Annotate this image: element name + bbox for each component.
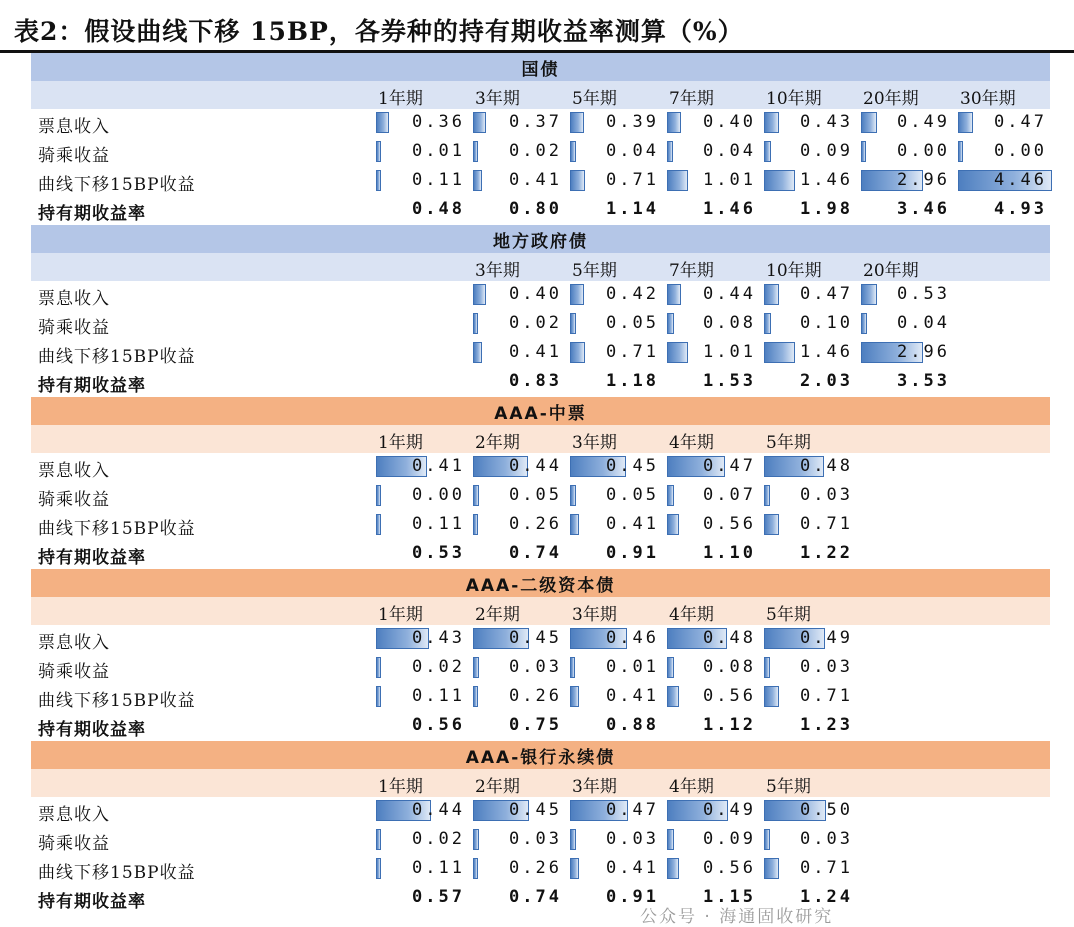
period-label: 2年期 [475, 605, 520, 625]
period-label: 2年期 [475, 433, 520, 453]
cell-value: 2.96 [897, 342, 950, 362]
cell-value: 0.04 [606, 141, 659, 161]
cell-value: 0.00 [994, 141, 1047, 161]
cell-value: 0.26 [509, 686, 562, 706]
row-label: 骑乘收益 [38, 662, 110, 682]
cell-value: 0.44 [412, 800, 465, 820]
cell-value: 1.46 [800, 170, 853, 190]
cell-value: 0.88 [606, 715, 659, 735]
cell-value: 0.48 [800, 456, 853, 476]
row-label: 持有期收益率 [38, 376, 146, 396]
table-section [0, 225, 1074, 397]
cell-value: 0.56 [703, 686, 756, 706]
period-label: 30年期 [960, 89, 1016, 109]
cell-value: 0.02 [509, 141, 562, 161]
cell-value: 0.26 [509, 514, 562, 534]
row-label: 曲线下移15BP收益 [38, 691, 196, 711]
cell-value: 0.43 [800, 112, 853, 132]
cell-value: 0.04 [703, 141, 756, 161]
cell-value: 0.02 [509, 313, 562, 333]
row-label: 票息收入 [38, 289, 110, 309]
cell-value: 1.10 [703, 543, 756, 563]
period-label: 5年期 [766, 433, 811, 453]
period-label: 4年期 [669, 777, 714, 797]
cell-value: 1.98 [800, 199, 853, 219]
section-header: 地方政府债 [31, 225, 1050, 253]
cell-value: 0.49 [703, 800, 756, 820]
cell-value: 0.74 [509, 887, 562, 907]
row-label: 曲线下移15BP收益 [38, 519, 196, 539]
cell-value: 0.91 [606, 543, 659, 563]
cell-value: 0.41 [509, 170, 562, 190]
cell-value: 0.53 [897, 284, 950, 304]
table-row [0, 654, 1074, 683]
cell-value: 0.71 [800, 686, 853, 706]
cell-value: 4.46 [994, 170, 1047, 190]
cell-value: 0.71 [800, 858, 853, 878]
cell-value: 0.45 [509, 628, 562, 648]
cell-value: 0.47 [800, 284, 853, 304]
table-row [0, 167, 1074, 196]
period-label: 1年期 [378, 605, 423, 625]
cell-value: 1.01 [703, 170, 756, 190]
period-label: 5年期 [572, 89, 617, 109]
cell-value: 0.41 [606, 514, 659, 534]
row-label: 持有期收益率 [38, 720, 146, 740]
cell-value: 0.11 [412, 170, 465, 190]
period-label: 2年期 [475, 777, 520, 797]
cell-value: 1.46 [800, 342, 853, 362]
row-label: 骑乘收益 [38, 318, 110, 338]
section-header: AAA-二级资本债 [31, 569, 1050, 597]
period-header-row [31, 81, 1050, 109]
cell-value: 0.09 [800, 141, 853, 161]
cell-value: 1.15 [703, 887, 756, 907]
cell-value: 0.42 [606, 284, 659, 304]
cell-value: 1.24 [800, 887, 853, 907]
row-label: 票息收入 [38, 633, 110, 653]
table-row [0, 855, 1074, 884]
cell-value: 0.03 [800, 829, 853, 849]
table-section [0, 53, 1074, 225]
row-label: 持有期收益率 [38, 892, 146, 912]
period-label: 20年期 [863, 89, 919, 109]
cell-value: 0.45 [606, 456, 659, 476]
section-header: AAA-中票 [31, 397, 1050, 425]
period-label: 20年期 [863, 261, 919, 281]
row-label: 票息收入 [38, 117, 110, 137]
cell-value: 0.48 [703, 628, 756, 648]
table-row [0, 884, 1074, 913]
cell-value: 1.22 [800, 543, 853, 563]
cell-value: 0.26 [509, 858, 562, 878]
period-header-row [31, 597, 1050, 625]
cell-value: 0.03 [509, 829, 562, 849]
table-row [0, 511, 1074, 540]
table-row [0, 196, 1074, 225]
row-label: 骑乘收益 [38, 490, 110, 510]
table-row [0, 625, 1074, 654]
cell-value: 0.91 [606, 887, 659, 907]
cell-value: 0.41 [509, 342, 562, 362]
cell-value: 0.37 [509, 112, 562, 132]
cell-value: 0.08 [703, 657, 756, 677]
table-row [0, 339, 1074, 368]
row-label: 曲线下移15BP收益 [38, 863, 196, 883]
cell-value: 0.50 [800, 800, 853, 820]
period-label: 10年期 [766, 261, 822, 281]
period-label: 5年期 [766, 605, 811, 625]
cell-value: 0.74 [509, 543, 562, 563]
cell-value: 0.80 [509, 199, 562, 219]
cell-value: 0.56 [703, 858, 756, 878]
cell-value: 0.01 [412, 141, 465, 161]
cell-value: 0.71 [800, 514, 853, 534]
cell-value: 1.46 [703, 199, 756, 219]
cell-value: 0.83 [509, 371, 562, 391]
cell-value: 0.09 [703, 829, 756, 849]
cell-value: 0.03 [800, 657, 853, 677]
cell-value: 1.23 [800, 715, 853, 735]
cell-value: 1.18 [606, 371, 659, 391]
cell-value: 3.46 [897, 199, 950, 219]
cell-value: 0.01 [606, 657, 659, 677]
cell-value: 0.41 [412, 456, 465, 476]
cell-value: 1.53 [703, 371, 756, 391]
table-section [0, 397, 1074, 569]
cell-value: 0.40 [509, 284, 562, 304]
table-row [0, 368, 1074, 397]
period-header-row [31, 425, 1050, 453]
table-row [0, 712, 1074, 741]
table-row [0, 482, 1074, 511]
cell-value: 0.05 [606, 313, 659, 333]
cell-value: 0.44 [509, 456, 562, 476]
cell-value: 0.46 [606, 628, 659, 648]
cell-value: 3.53 [897, 371, 950, 391]
row-label: 票息收入 [38, 805, 110, 825]
period-label: 3年期 [475, 261, 520, 281]
section-header: AAA-银行永续债 [31, 741, 1050, 769]
table-row [0, 138, 1074, 167]
cell-value: 0.03 [800, 485, 853, 505]
cell-value: 0.03 [606, 829, 659, 849]
period-label: 1年期 [378, 433, 423, 453]
watermark-text: 公众号 · 海通固收研究 [640, 907, 834, 927]
cell-value: 0.07 [703, 485, 756, 505]
period-label: 7年期 [669, 261, 714, 281]
period-label: 7年期 [669, 89, 714, 109]
cell-value: 0.41 [606, 686, 659, 706]
cell-value: 0.04 [897, 313, 950, 333]
table-row [0, 540, 1074, 569]
cell-value: 0.05 [606, 485, 659, 505]
cell-value: 2.03 [800, 371, 853, 391]
table-row [0, 281, 1074, 310]
row-label: 持有期收益率 [38, 548, 146, 568]
period-label: 5年期 [766, 777, 811, 797]
row-label: 票息收入 [38, 461, 110, 481]
cell-value: 0.56 [703, 514, 756, 534]
cell-value: 0.47 [994, 112, 1047, 132]
cell-value: 0.49 [897, 112, 950, 132]
cell-value: 0.43 [412, 628, 465, 648]
document-title: 表2：假设曲线下移 15BP，各券种的持有期收益率测算（%） [14, 17, 744, 46]
period-label: 4年期 [669, 433, 714, 453]
cell-value: 0.53 [412, 543, 465, 563]
row-label: 持有期收益率 [38, 204, 146, 224]
period-label: 3年期 [572, 605, 617, 625]
table-row [0, 826, 1074, 855]
row-label: 骑乘收益 [38, 146, 110, 166]
section-header: 国债 [31, 53, 1050, 81]
period-label: 10年期 [766, 89, 822, 109]
table-section [0, 569, 1074, 741]
yield-table [0, 53, 1074, 913]
period-label: 5年期 [572, 261, 617, 281]
period-header-row [31, 769, 1050, 797]
table-row [0, 683, 1074, 712]
cell-value: 0.00 [412, 485, 465, 505]
cell-value: 0.02 [412, 657, 465, 677]
cell-value: 0.45 [509, 800, 562, 820]
cell-value: 0.44 [703, 284, 756, 304]
period-label: 3年期 [572, 433, 617, 453]
table-row [0, 453, 1074, 482]
cell-value: 0.48 [412, 199, 465, 219]
cell-value: 0.11 [412, 686, 465, 706]
period-label: 1年期 [378, 89, 423, 109]
period-label: 3年期 [475, 89, 520, 109]
cell-value: 0.10 [800, 313, 853, 333]
cell-value: 0.49 [800, 628, 853, 648]
period-label: 3年期 [572, 777, 617, 797]
table-row [0, 109, 1074, 138]
cell-value: 1.14 [606, 199, 659, 219]
table-row [0, 797, 1074, 826]
table-row [0, 310, 1074, 339]
cell-value: 0.36 [412, 112, 465, 132]
row-label: 曲线下移15BP收益 [38, 175, 196, 195]
cell-value: 1.01 [703, 342, 756, 362]
cell-value: 2.96 [897, 170, 950, 190]
period-label: 1年期 [378, 777, 423, 797]
cell-value: 0.41 [606, 858, 659, 878]
period-label: 4年期 [669, 605, 714, 625]
row-label: 骑乘收益 [38, 834, 110, 854]
cell-value: 0.47 [703, 456, 756, 476]
row-label: 曲线下移15BP收益 [38, 347, 196, 367]
cell-value: 0.08 [703, 313, 756, 333]
cell-value: 0.02 [412, 829, 465, 849]
table-section [0, 741, 1074, 913]
period-header-row [31, 253, 1050, 281]
cell-value: 0.75 [509, 715, 562, 735]
cell-value: 0.11 [412, 514, 465, 534]
cell-value: 0.40 [703, 112, 756, 132]
cell-value: 0.56 [412, 715, 465, 735]
cell-value: 0.11 [412, 858, 465, 878]
cell-value: 0.47 [606, 800, 659, 820]
cell-value: 4.93 [994, 199, 1047, 219]
cell-value: 0.71 [606, 170, 659, 190]
cell-value: 0.39 [606, 112, 659, 132]
cell-value: 0.03 [509, 657, 562, 677]
cell-value: 0.57 [412, 887, 465, 907]
cell-value: 0.71 [606, 342, 659, 362]
cell-value: 0.05 [509, 485, 562, 505]
cell-value: 0.00 [897, 141, 950, 161]
cell-value: 1.12 [703, 715, 756, 735]
